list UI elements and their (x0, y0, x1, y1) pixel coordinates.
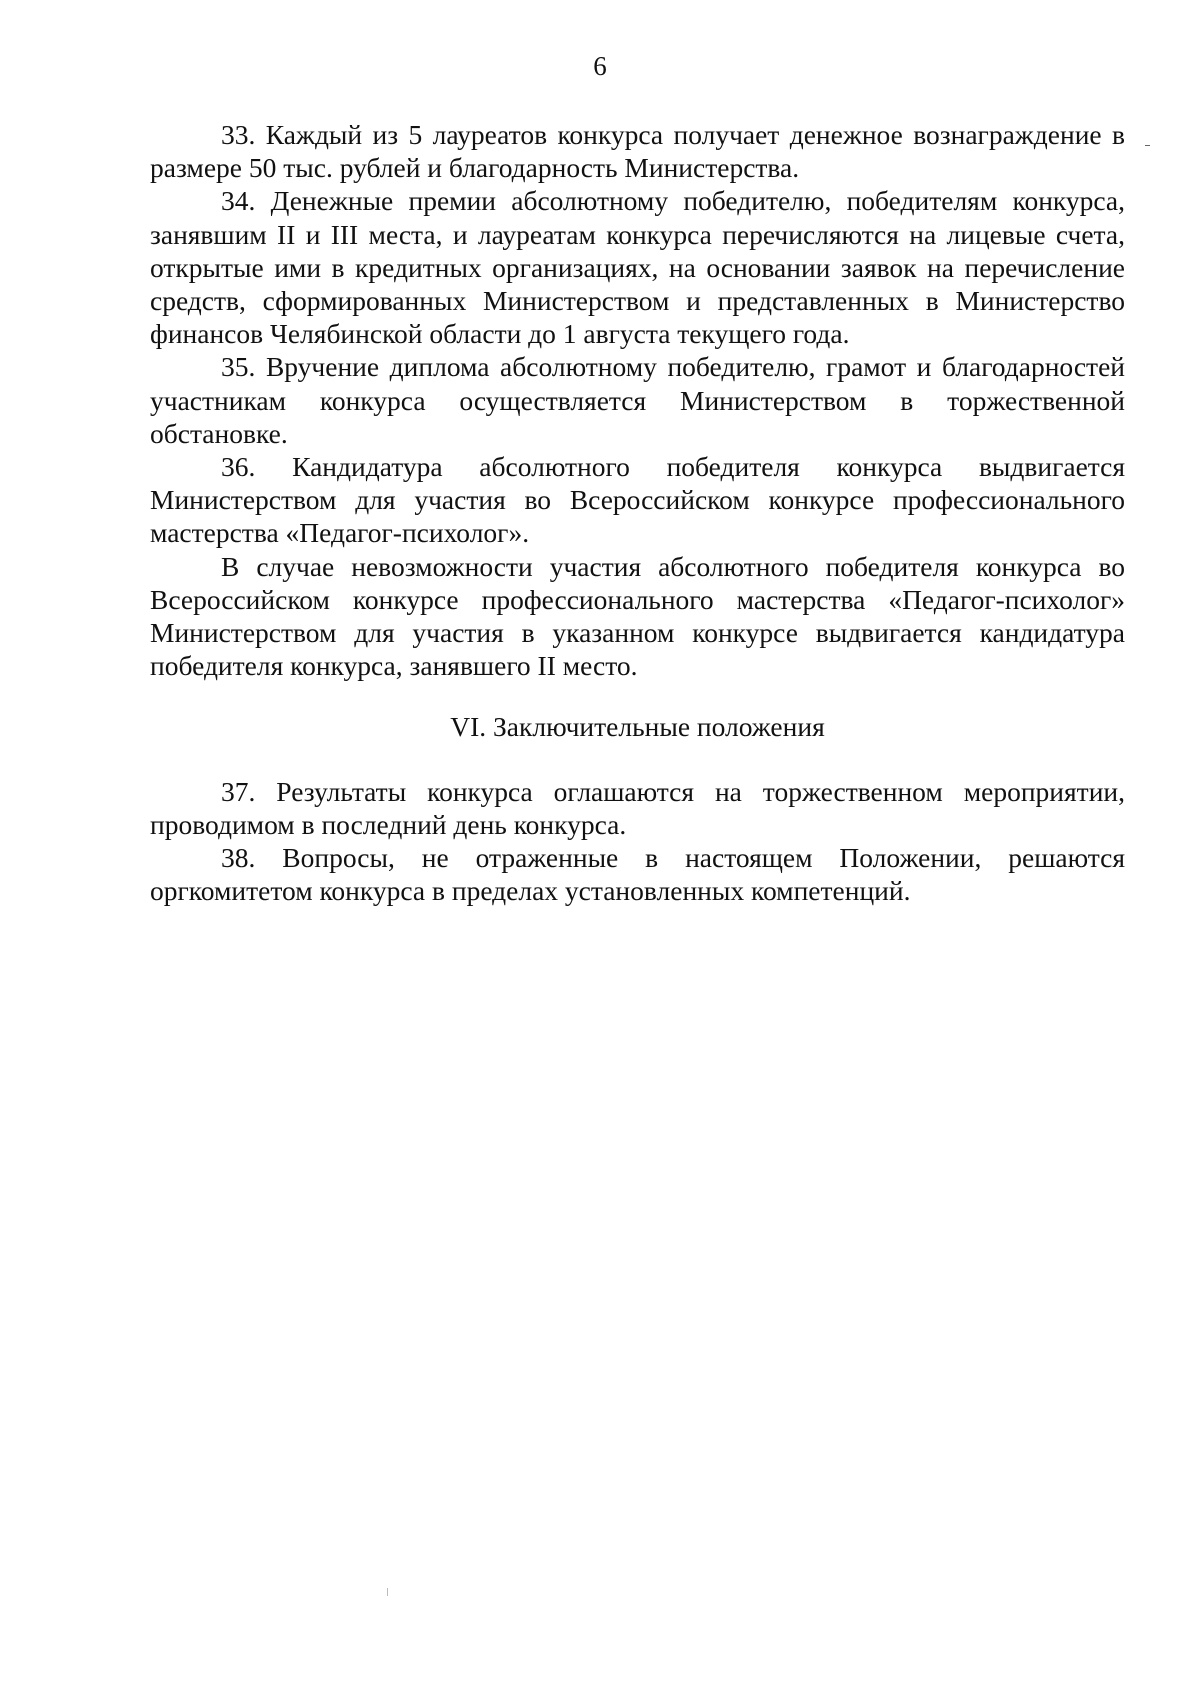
paragraph-37: 37. Результаты конкурса оглашаются на торжественном мероприятии, проводимом в последний день конкурса. (150, 775, 1125, 840)
scan-artifact-mark (1145, 145, 1150, 146)
paragraph-36-continuation: В случае невозможности участия абсолютного победителя конкурса во Всероссийском конкурсе профессионального мастерства «Педагог-психолог» Министерством для участия в указанном конкурсе выдвигается кандидатура победителя конкурса, занявшего II место. (150, 550, 1125, 682)
document-body (150, 118, 1125, 907)
paragraph-34: 34. Денежные премии абсолютному победителю, победителям конкурса, занявшим II и III места, и лауреатам конкурса перечисляются на лицевые счета, открытые ими в кредитных организациях, на основании заявок на перечисление средств, сформированных Министерством и представленных в Министерство финансов Челябинской области до 1 августа текущего года. (150, 185, 1125, 350)
paragraph-35: 35. Вручение диплома абсолютному победителю, грамот и благодарностей участникам конкурса осуществляется Министерством в торжественной обстановке. (150, 351, 1125, 449)
paragraph-33: 33. Каждый из 5 лауреатов конкурса получает денежное вознаграждение в размере 50 тыс. рублей и благодарность Министерства. (150, 119, 1125, 184)
page-number: 6 (593, 51, 607, 81)
paragraph-36: 36. Кандидатура абсолютного победителя конкурса выдвигается Министерством для участия во Всероссийском конкурсе профессионального мастерства «Педагог-психолог». (150, 451, 1125, 549)
section-heading: VI. Заключительные положения (450, 711, 825, 743)
scan-artifact-dot (387, 1588, 388, 1596)
paragraph-38: 38. Вопросы, не отраженные в настоящем Положении, решаются оргкомитетом конкурса в пределах установленных компетенций. (150, 842, 1125, 907)
